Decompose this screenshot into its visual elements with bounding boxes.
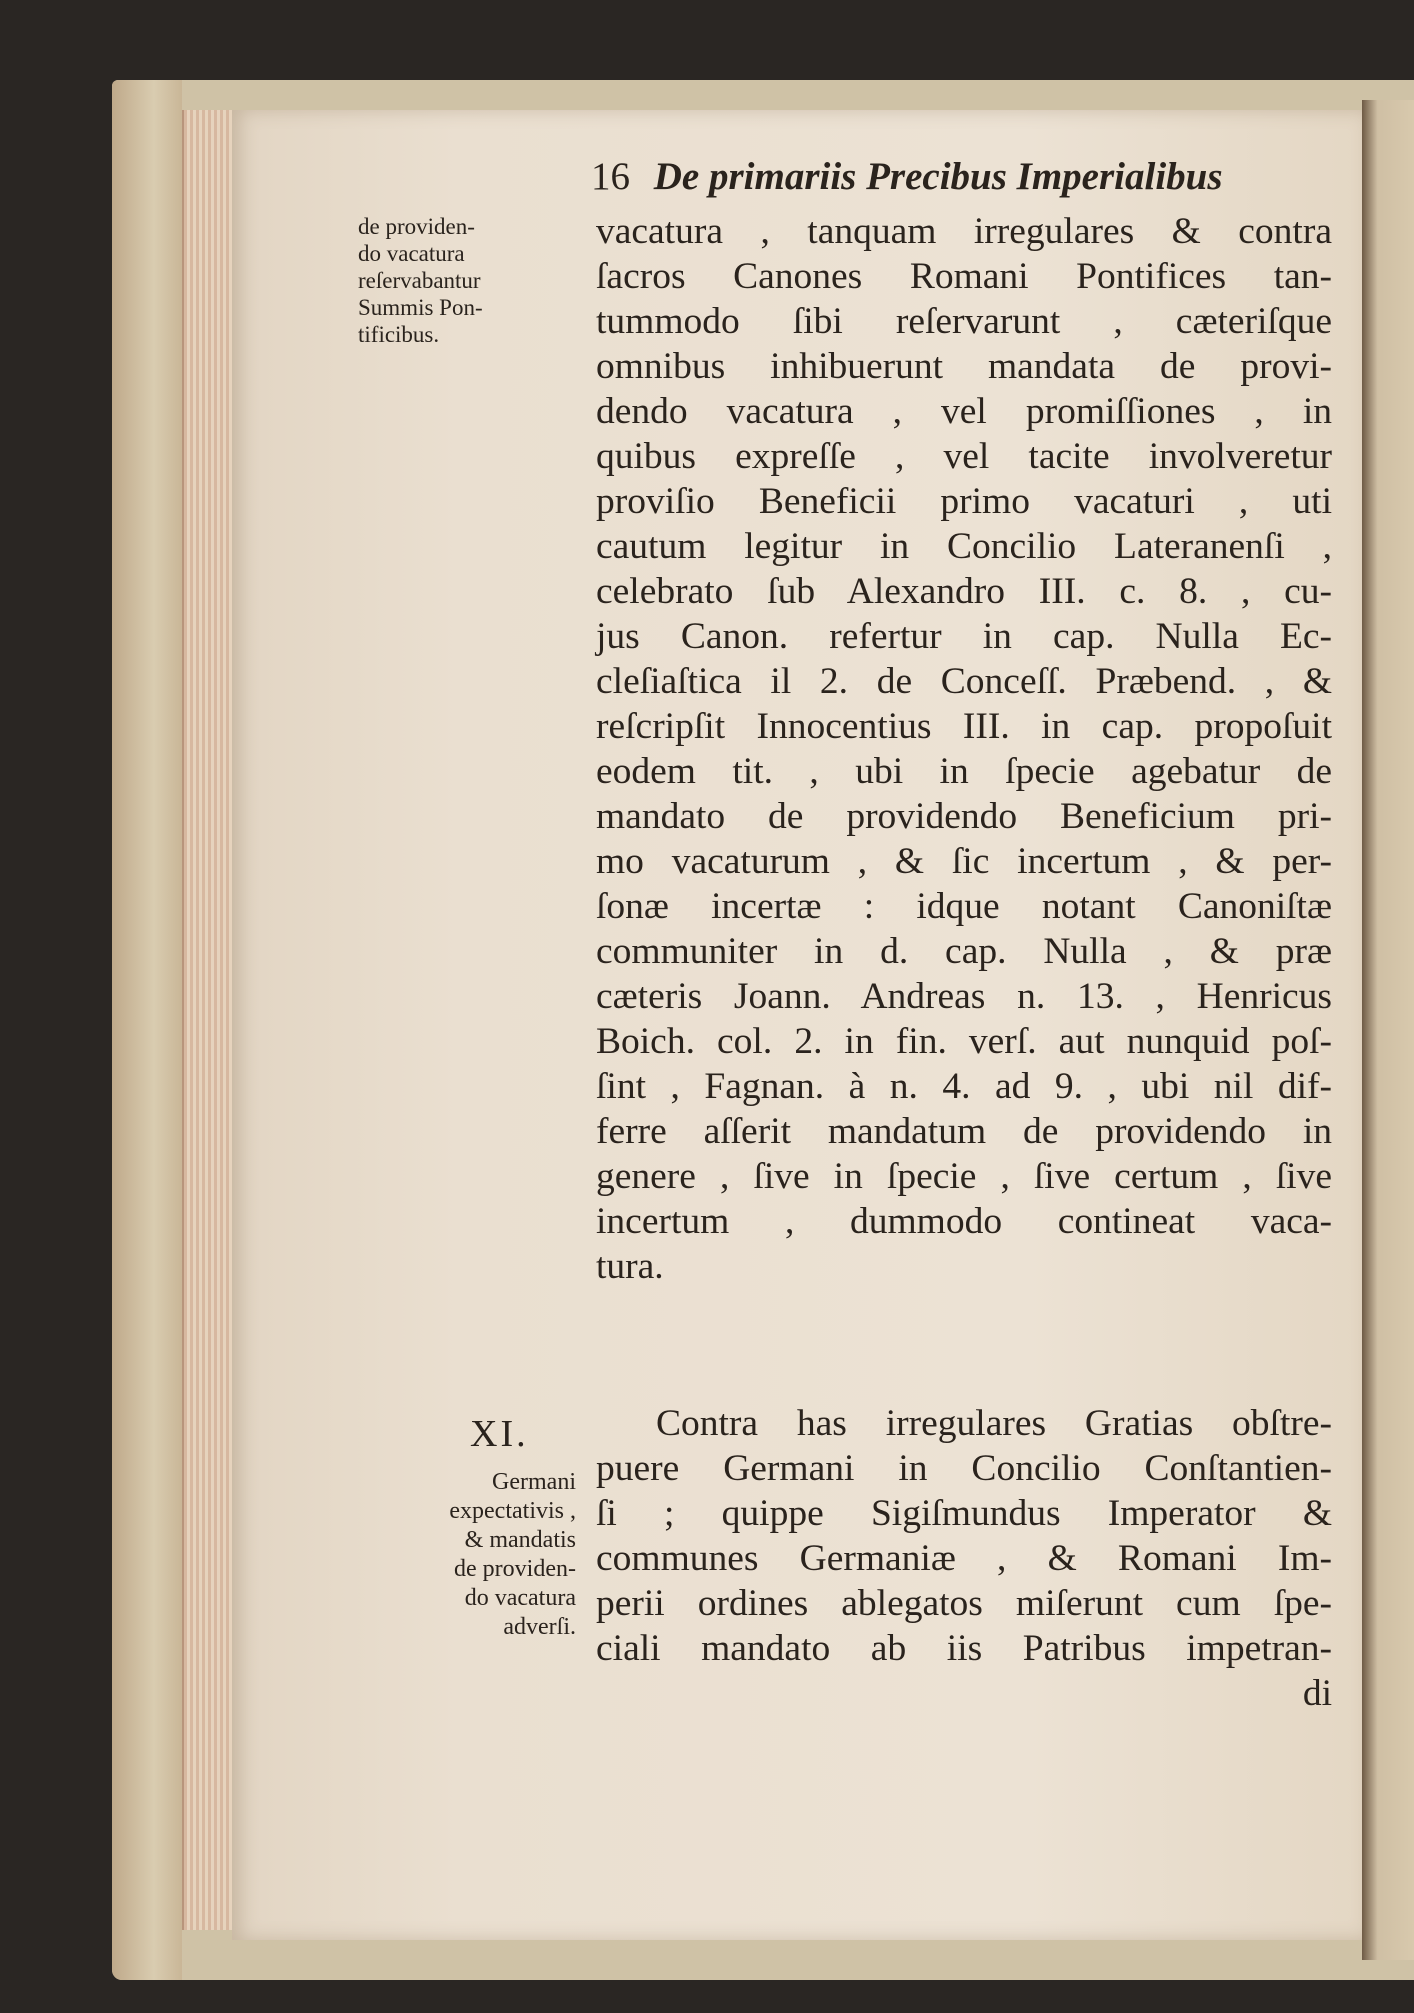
text-line: omnibus inhibuerunt mandata de provi- — [596, 346, 1332, 387]
text-line: jus Canon. refertur in cap. Nulla Ec- — [596, 616, 1332, 657]
text-line: ciali mandato ab iis Patribus impetran- — [596, 1628, 1332, 1669]
page-number: 16 — [591, 155, 630, 198]
margin-note-line: adverſi. — [503, 1614, 576, 1640]
text-line: puere Germani in Concilio Conſtantien- — [596, 1448, 1332, 1489]
margin-note-line: reſervabantur — [358, 268, 481, 293]
text-line: ferre aſſerit mandatum de providendo in — [596, 1111, 1332, 1152]
text-line: communiter in d. cap. Nulla , & præ — [596, 931, 1332, 972]
text-line: celebrato ſub Alexandro III. c. 8. , cu- — [596, 571, 1332, 612]
text-line: vacatura , tanquam irregulares & contra — [596, 211, 1332, 252]
text-line: mo vacaturum , & ſic incertum , & per- — [596, 841, 1332, 882]
text-line: perii ordines ablegatos miſerunt cum ſpe- — [596, 1583, 1332, 1624]
text-line: quibus expreſſe , vel tacite involveretur — [596, 436, 1332, 477]
text-line: genere , ſive in ſpecie , ſive certum , ſive — [596, 1156, 1332, 1197]
page-edges — [182, 110, 234, 1930]
text-line: ſacros Canones Romani Pontifices tan- — [596, 256, 1332, 297]
margin-note-1 — [358, 213, 578, 348]
text-line: dendo vacatura , vel promiſſiones , in — [596, 391, 1332, 432]
margin-note-line: & mandatis — [464, 1527, 576, 1553]
text-line: cautum legitur in Concilio Lateranenſi , — [596, 526, 1332, 567]
margin-note-2 — [364, 1468, 576, 1642]
text-line: reſcripſit Innocentius III. in cap. propoſuit — [596, 706, 1332, 747]
catchword: di — [1302, 1673, 1332, 1714]
text-line: eodem tit. , ubi in ſpecie agebatur de — [596, 751, 1332, 792]
margin-note-line: de providen- — [454, 1556, 576, 1582]
text-line: tura. — [596, 1246, 664, 1287]
text-line: ſi ; quippe Sigiſmundus Imperator & — [596, 1493, 1332, 1534]
text-line: ſonæ incertæ : idque notant Canoniſtæ — [596, 886, 1332, 927]
running-head — [591, 154, 1223, 199]
text-line: Boich. col. 2. in fin. verſ. aut nunquid poſ- — [596, 1021, 1332, 1062]
text-line: communes Germaniæ , & Romani Im- — [596, 1538, 1332, 1579]
margin-note-line: expectativis , — [449, 1498, 576, 1524]
text-line: Contra has irregulares Gratias obſtre- — [656, 1403, 1332, 1444]
margin-note-line: do vacatura — [358, 241, 465, 266]
text-line: proviſio Beneficii primo vacaturi , uti — [596, 481, 1332, 522]
facing-page-edge — [1362, 100, 1414, 1960]
margin-note-line: Summis Pon- — [358, 295, 483, 320]
running-title: De primariis Precibus Imperialibus — [653, 155, 1223, 198]
section-number: XI. — [470, 1413, 529, 1455]
margin-note-line: tificibus. — [358, 322, 440, 347]
text-line: cæteris Joann. Andreas n. 13. , Henricus — [596, 976, 1332, 1017]
text-line: cleſiaſtica il 2. de Conceſſ. Præbend. , & — [596, 661, 1332, 702]
text-line: incertum , dummodo contineat vaca- — [596, 1201, 1332, 1242]
text-line: mandato de providendo Beneficium pri- — [596, 796, 1332, 837]
margin-note-line: Germani — [492, 1469, 576, 1495]
text-line: tummodo ſibi reſervarunt , cæteriſque — [596, 301, 1332, 342]
margin-note-line: do vacatura — [464, 1585, 576, 1611]
text-line: ſint , Fagnan. à n. 4. ad 9. , ubi nil dif- — [596, 1066, 1332, 1107]
margin-note-line: de providen- — [358, 214, 475, 239]
cover-edge — [112, 80, 182, 1980]
